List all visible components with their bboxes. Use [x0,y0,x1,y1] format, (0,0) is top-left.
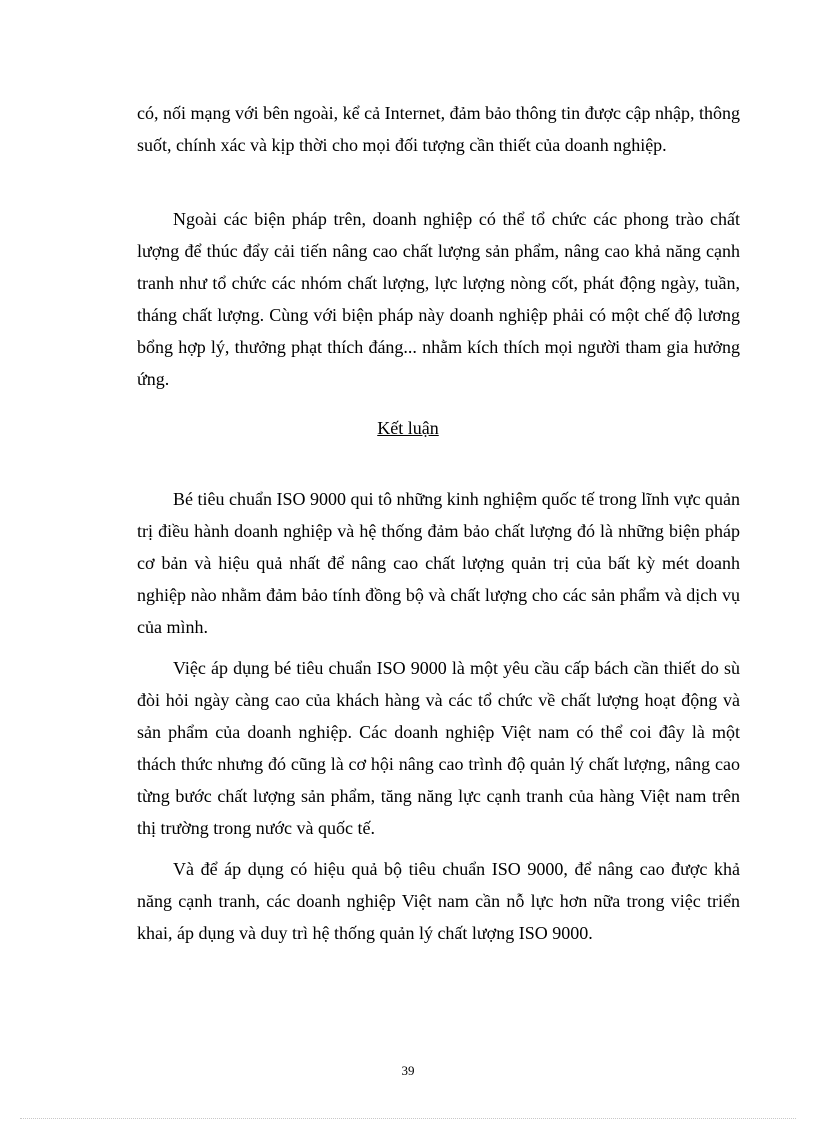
paragraph-quality-movements: Ngoài các biện pháp trên, doanh nghiệp có thể tổ chức các phong trào chất lượng để thúc đẩy cải tiến nâng cao chất lượng sản phẩm, nâng cao khả năng cạnh tranh như tổ chức các nhóm chất lượng, lực lượng nòng cốt, phát động ngày, tuần, tháng chất lượng. Cùng với biện pháp này doanh nghiệp phải có một chế độ lương bổng hợp lý, thưởng phạt thích đáng... nhằm kích thích mọi người tham gia hưởng ứng. [137,209,740,389]
section-heading-conclusion: Kết luận [377,418,439,438]
paragraph-conclusion-1: Bé tiêu chuẩn ISO 9000 qui tô những kinh nghiệm quốc tế trong lĩnh vực quản trị điều hành doanh nghiệp và hệ thống đảm bảo chất lượng đó là những biện pháp cơ bản và hiệu quả nhất để nâng cao chất lượng quản trị của bất kỳ mét doanh nghiệp nào nhằm đảm bảo tính đồng bộ và chất lượng cho các sản phẩm và dịch vụ của mình. [137,489,740,637]
paragraph-conclusion-3: Và để áp dụng có hiệu quả bộ tiêu chuẩn ISO 9000, để nâng cao được khả năng cạnh tranh, các doanh nghiệp Việt nam cần nỗ lực hơn nữa trong việc triển khai, áp dụng và duy trì hệ thống quản lý chất lượng ISO 9000. [137,859,740,943]
paragraph-conclusion-2: Việc áp dụng bé tiêu chuẩn ISO 9000 là một yêu cầu cấp bách cần thiết do sù đòi hỏi ngày càng cao của khách hàng và các tổ chức về chất lượng hoạt động và sản phẩm của doanh nghiệp. Các doanh nghiệp Việt nam có thể coi đây là một thách thức nhưng đó cũng là cơ hội nâng cao trình độ quản lý chất lượng, nâng cao từng bước chất lượng sản phẩm, tăng năng lực cạnh tranh của hàng Việt nam trên thị trường trong nước và quốc tế. [137,658,740,838]
page-bottom-divider [20,1118,796,1119]
page-number: 39 [401,1063,415,1078]
paragraph-continuation: có, nối mạng với bên ngoài, kể cả Internet, đảm bảo thông tin được cập nhập, thông suốt, chính xác và kịp thời cho mọi đối tượng cần thiết của doanh nghiệp. [137,103,740,155]
